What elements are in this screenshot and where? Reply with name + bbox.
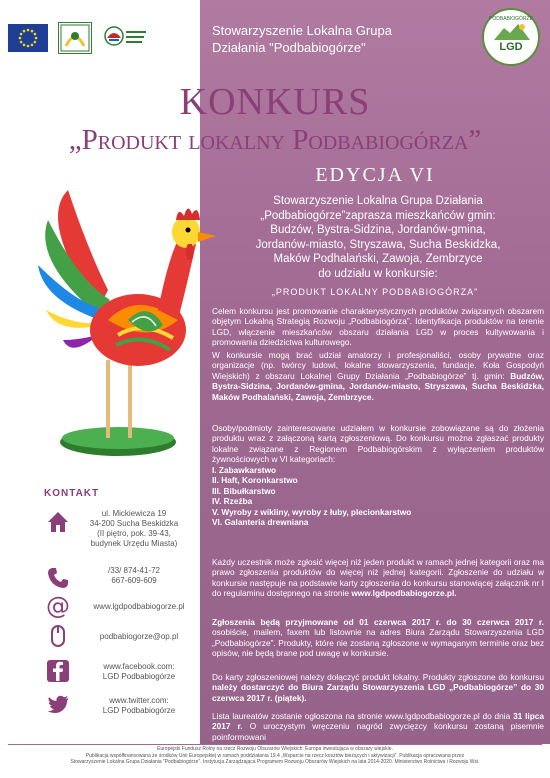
deadline-dates: Zgłoszenia będą przyjmowane od 01 czerwca 2017 r. do 30 czerwca 2017 r. bbox=[212, 617, 544, 627]
title-product: „Produkt lokalny Podbabiogórza” bbox=[68, 124, 482, 156]
twitter-line1: www.twitter.com: bbox=[109, 696, 169, 705]
paragraph-rules bbox=[212, 557, 544, 599]
contact-website-row bbox=[44, 592, 72, 620]
contact-phone-row bbox=[44, 564, 72, 592]
rules-text: Każdy uczestnik może zgłosić więcej niż jeden produkt w ramach jednej kategorii oraz ma prawo zgłoszenia produktów do więcej niż jednej kategorii. Zgłoszenie do udziału w konkursie następuje na podstawie karty zgłoszenia do konkursu stanowiącej załącznik nr I do regulaminu dostępnego na stronie bbox=[212, 557, 544, 599]
phone-line2[interactable]: 667-609-609 bbox=[111, 576, 157, 585]
lgd-logo-icon bbox=[482, 8, 540, 66]
category-item: II. Haft, Koronkarstwo bbox=[212, 475, 298, 486]
paragraph-deadline bbox=[212, 617, 544, 659]
contact-email-row bbox=[44, 622, 72, 650]
paragraph-goal: Celem konkursu jest promowanie charakterystycznych produktów związanych obszarem objętym Lokalną Strategią Rozwoju „Podbabiogórza”. Identyfikacja produktów na terenie LGD, włączenie mieszkańców obszaru działania LGD w proces kultywowania i promowania dziedzictwa kulturowego. bbox=[212, 306, 544, 348]
contact-address-row bbox=[44, 508, 72, 536]
org-name-line1: Stowarzyszenie Lokalna Grupa bbox=[212, 23, 392, 38]
paragraph-results bbox=[212, 711, 544, 742]
footer-divider bbox=[8, 744, 542, 745]
lgd-badge-text: LGD bbox=[499, 41, 523, 53]
invite-line4: Jordanów-miasto, Stryszawa, Sucha Beskidzka, bbox=[255, 238, 501, 251]
twitter-line2: LGD Podbabiogórze bbox=[102, 706, 176, 715]
contact-address bbox=[84, 509, 184, 549]
contact-facebook-row bbox=[44, 657, 72, 685]
invite-line3: Budzów, Bystra-Sidzina, Jordanów-gmina, bbox=[270, 224, 486, 236]
leader-logo-icon bbox=[58, 22, 92, 54]
organization-header bbox=[212, 22, 472, 56]
org-name-line2: Działania "Podbabiogórze" bbox=[212, 40, 366, 55]
contact-twitter-row bbox=[44, 690, 72, 718]
contact-facebook[interactable] bbox=[84, 662, 194, 682]
logo-bar bbox=[8, 22, 150, 54]
category-item: IV. Rzeźba bbox=[212, 496, 253, 507]
paragraph-participants bbox=[212, 350, 544, 402]
address-line2: 34-200 Sucha Beskidzka bbox=[89, 519, 179, 528]
category-item: V. Wyroby z wikliny, wyroby z łuby, plecionkarstwo bbox=[212, 506, 412, 517]
wooden-rooster-illustration bbox=[28, 170, 238, 470]
address-line1: ul. Mickiewicza 19 bbox=[101, 509, 167, 518]
footer-line3: Stowarzyszenie Lokalna Grupa Działania "Podbabiogórze". Instytucja Zarządzająca Programem Rozwoju Obszarów Wiejskich na lata 2014-2020. Ministerstwo Rolnictwa i Rozwoju Wsi. bbox=[70, 759, 480, 765]
results-text: Lista laureatów zostanie ogłoszona na stronie www.lgdpodbabiogorze.pl do dnia bbox=[212, 711, 511, 721]
results-date: 31 lipca 2017 r. bbox=[212, 711, 544, 732]
results-note: O uroczystym wręczeniu nagród zwycięzcy konkursu zostaną pisemnie poinformowani bbox=[212, 721, 545, 742]
category-item: III. Bibułkarstwo bbox=[212, 485, 276, 496]
paragraph-delivery bbox=[212, 672, 544, 703]
svg-text:@: @ bbox=[46, 592, 70, 620]
home-icon bbox=[44, 508, 72, 536]
phone-icon bbox=[44, 564, 72, 592]
contact-website[interactable]: www.lgdpodbabiogorze.pl bbox=[93, 602, 185, 611]
invite-line5: Maków Podhalański, Zawoja, Zembrzyce bbox=[273, 253, 483, 265]
rural-development-logo-icon bbox=[102, 22, 150, 54]
at-sign-icon bbox=[44, 592, 72, 620]
address-line4: budynek Urzędu Miasta) bbox=[90, 539, 178, 548]
contact-phone bbox=[84, 566, 184, 586]
address-line3: (II piętro, pok. 39-43, bbox=[97, 529, 171, 538]
invitation-text bbox=[214, 194, 542, 281]
delivery-deadline: należy dostarczyć do Biura Zarządu Stowarzyszenia LGD „Podbabiogórze” do 30 czerwca 2017 r. (piątek). bbox=[212, 682, 544, 703]
deadline-text: osobiście, mailem, faxem lub listownie na adres Biura Zarządu Stowarzyszenia LGD „Podbabiogórze”. Produkty, które nie zostaną zgłoszone w wymaganym terminie oraz bez opisów, nie będą brane pod uwagę w konkursie. bbox=[212, 627, 544, 659]
invite-line6: do udziału w konkursie: bbox=[318, 267, 438, 280]
participants-text: W konkursie mogą brać udział amatorzy i profesjonaliści, osoby prywatne oraz organizacje (np. twórcy ludowi, lokalne stowarzyszenia, fundacje. Koła Gospodyń Wiejskich) z obszaru Lokalnej Grupy Działania „Podbabiogórze” tj. gmin: bbox=[212, 350, 544, 381]
eu-flag-icon bbox=[8, 24, 48, 52]
phone-line1[interactable]: /33/ 874-41-72 bbox=[107, 566, 161, 575]
title-edition: EDYCJA VI bbox=[315, 164, 435, 186]
footer-funding-text bbox=[0, 746, 550, 766]
mouse-icon bbox=[44, 622, 72, 650]
facebook-icon[interactable] bbox=[44, 657, 72, 685]
title-konkurs: KONKURS bbox=[179, 81, 371, 123]
category-item: VI. Galanteria drewniana bbox=[212, 517, 309, 528]
contact-title: KONTAKT bbox=[44, 488, 100, 499]
contact-twitter[interactable] bbox=[84, 696, 194, 716]
contest-name: „PRODUKT LOKALNY PODBABIOGÓRZA” bbox=[271, 287, 479, 297]
rules-website-link[interactable]: www.lgdpodbabiogorze.pl. bbox=[351, 588, 457, 599]
facebook-line1: www.facebook.com: bbox=[103, 662, 175, 671]
contact-email[interactable]: podbabiogorze@op.pl bbox=[99, 632, 179, 641]
paragraph-submission: Osoby/podmioty zainteresowane udziałem w konkursie zobowiązane są do złożenia produktu wraz z załączoną kartą zgłoszeniową. Do konkursu można zgłaszać produkty lokalne związane z Regionem Podbabiogórskim z wyłączeniem produktów żywnościowych w VI kategoriach: bbox=[212, 423, 544, 465]
lgd-badge-top: PODBABIOGÓRZE bbox=[489, 16, 533, 22]
facebook-line2: LGD Podbabiogórze bbox=[102, 672, 176, 681]
category-list bbox=[212, 465, 411, 527]
delivery-text: Do karty zgłoszeniowej należy dołączyć produkt lokalny. Produkty zgłoszone do konkursu bbox=[212, 672, 544, 682]
invite-line2: „Podbabiogórze”zaprasza mieszkańców gmin: bbox=[260, 209, 496, 222]
invite-line1: Stowarzyszenie Lokalna Grupa Działania bbox=[273, 195, 483, 207]
footer-line2: Publikacja współfinansowana ze środków Unii Europejskiej w ramach poddziałania 19.4 „Wsparcie na rzecz kosztów bieżących i aktywizacji”. Publikacja opracowana przez bbox=[85, 752, 465, 759]
footer-line1: Europejski Fundusz Rolny na rzecz Rozwoju Obszarów Wiejskich: Europa inwestująca w obszary wiejskie. bbox=[157, 746, 393, 752]
twitter-icon[interactable] bbox=[44, 690, 72, 718]
category-item: I. Zabawkarstwo bbox=[212, 465, 277, 475]
participants-communes: Budzów, Bystra-Sidzina, Jordanów-gmina, Jordanów-miasto, Stryszawa, Sucha Beskidzka, Maków Podhalański, Zawoja, Zembrzyce. bbox=[212, 370, 544, 402]
